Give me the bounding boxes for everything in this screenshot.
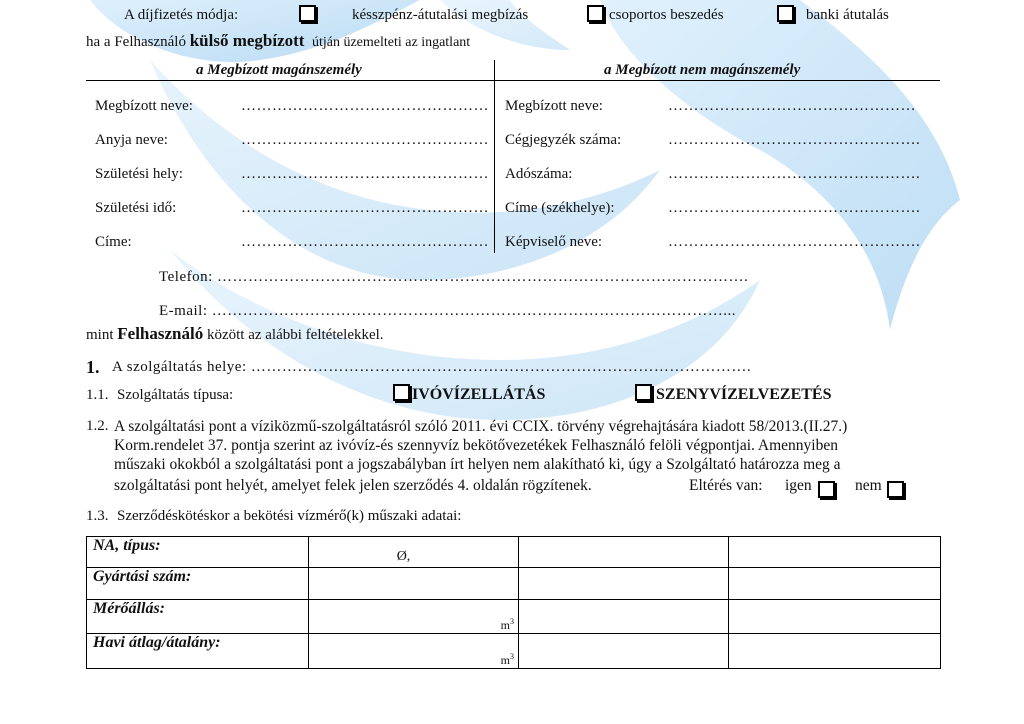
payment-bank-transfer-checkbox[interactable] — [777, 5, 794, 22]
monthly-average-cell-2[interactable] — [519, 634, 729, 669]
service-type-label: Szolgáltatás típusa: — [117, 387, 234, 403]
section-1-2-line-3: műszaki okokból a szolgáltatási pont a jogszabályban írt helyen nem alakítható ki, úgy a Szolgáltató határozza meg a — [114, 456, 841, 473]
table-row — [87, 537, 941, 568]
company-reg-label: Cégjegyzék száma: — [505, 132, 622, 148]
meter-reading-cell[interactable] — [309, 599, 519, 634]
representative-label: Képviselő neve: — [505, 234, 603, 250]
birth-place-input[interactable]: ………………………………………… — [241, 166, 489, 182]
payment-transfer-order-checkbox[interactable] — [299, 5, 316, 22]
among-users-line — [86, 324, 384, 344]
deviation-no-checkbox[interactable] — [887, 481, 904, 498]
meter-reading-unit: $m^3$ — [500, 617, 514, 633]
monthly-average-cell-3[interactable] — [729, 634, 941, 669]
representative-input[interactable]: …………………………………………. — [668, 234, 921, 250]
serial-number-cell[interactable] — [309, 568, 519, 599]
payment-option-transfer-order: késszpénz-átutalási megbízás — [352, 7, 529, 23]
meter-reading-cell-2[interactable] — [519, 599, 729, 634]
left-agent-name-label: Megbízott neve: — [95, 98, 193, 114]
monthly-average-label: Havi átlag/átalány: — [87, 634, 309, 669]
meter-reading-cell-3[interactable] — [729, 599, 941, 634]
serial-number-label: Gyártási szám: — [87, 568, 309, 599]
diameter-symbol: Ø, — [396, 549, 411, 564]
section-1-1-number: 1.1. — [86, 387, 109, 403]
phone-field[interactable]: Telefon: …………………………………………………………………………………………. — [159, 269, 749, 285]
agent-section — [86, 60, 940, 253]
meter-type-cell[interactable] — [309, 537, 519, 568]
meter-reading-label: Mérőállás: — [87, 599, 309, 634]
serial-number-cell-3[interactable] — [729, 568, 941, 599]
birth-date-label: Születési idő: — [95, 200, 177, 216]
section-1-2-line-2: Korm.rendelet 37. pontja szerint az ivóvíz-és szennyvíz bekötővezetékek Felhasználó felöli végpontjai. Amennyiben — [114, 437, 838, 454]
mother-name-label: Anyja neve: — [95, 132, 168, 148]
left-agent-name-input[interactable]: ………………………………………… — [241, 98, 489, 114]
deviation-yes-checkbox[interactable] — [818, 481, 835, 498]
meter-type-label: NA, típus: — [87, 537, 309, 568]
payment-label: A díjfizetés módja: — [124, 7, 239, 23]
meter-type-cell-2[interactable] — [519, 537, 729, 568]
sewage-checkbox[interactable] — [635, 384, 652, 401]
among-prefix: mint — [86, 327, 114, 343]
external-agent-suffix: útján üzemelteti az ingatlant — [311, 35, 471, 50]
drinking-water-checkbox[interactable] — [393, 384, 410, 401]
left-address-label: Címe: — [95, 234, 132, 250]
tax-number-label: Adószáma: — [505, 166, 573, 182]
seat-address-label: Címe (székhelye): — [505, 200, 615, 216]
deviation-yes-label: igen — [785, 477, 812, 494]
column-divider — [494, 60, 495, 253]
meter-data-heading: Szerződéskötéskor a bekötési vízmérő(k) műszaki adatai: — [117, 508, 462, 524]
monthly-average-cell[interactable] — [309, 634, 519, 669]
drinking-water-label: IVÓVÍZELLÁTÁS — [412, 386, 546, 403]
section-1-2-line-1: A szolgáltatási pont a víziközmű-szolgáltatásról szóló 2011. évi CCIX. törvény végrehajtására kiadott 58/2013.(II.27.) — [114, 418, 848, 435]
tax-number-input[interactable]: …………………………………………. — [668, 166, 921, 182]
right-column-header: a Megbízott nem magánszemély — [604, 62, 801, 78]
right-agent-name-label: Megbízott neve: — [505, 98, 603, 114]
external-agent-prefix: ha a Felhasználó — [86, 34, 186, 50]
table-row — [87, 599, 941, 634]
left-address-input[interactable]: ………………………………………… — [241, 234, 489, 250]
meter-table — [86, 536, 941, 669]
right-agent-name-input[interactable]: ………………………………………… — [668, 98, 916, 114]
header-divider — [86, 80, 940, 81]
payment-option-direct-debit: csoportos beszedés — [609, 7, 724, 23]
table-row — [87, 634, 941, 669]
among-suffix: között az alábbi feltételekkel. — [206, 327, 384, 343]
section-1-2-line-4: szolgáltatási pont helyét, amelyet felek jelen szerződés 4. oldalán rögzítenek. — [114, 477, 592, 494]
section-1-number: 1. — [86, 357, 100, 377]
monthly-average-unit: $m^3$ — [500, 652, 514, 667]
deviation-no-label: nem — [855, 477, 882, 494]
serial-number-cell-2[interactable] — [519, 568, 729, 599]
company-reg-input[interactable]: …………………………………………. — [668, 132, 921, 148]
meter-type-cell-3[interactable] — [729, 537, 941, 568]
section-1-3-number: 1.3. — [86, 508, 109, 524]
section-1-2-number: 1.2. — [86, 418, 109, 434]
service-location-field[interactable]: A szolgáltatás helye: ……………………………………………………………………………………. — [112, 359, 752, 375]
birth-place-label: Születési hely: — [95, 166, 183, 182]
left-column-header: a Megbízott magánszemély — [196, 62, 362, 78]
payment-direct-debit-checkbox[interactable] — [587, 5, 604, 22]
sewage-label: SZENYVÍZELVEZETÉS — [656, 386, 832, 403]
payment-option-bank-transfer: banki átutalás — [806, 7, 889, 23]
seat-address-input[interactable]: …………………………………………. — [668, 200, 921, 216]
external-agent-bold: külső megbízott — [189, 31, 305, 50]
email-field[interactable]: E-mail: ………………………………………………………………………………………... — [159, 303, 736, 319]
table-row — [87, 568, 941, 599]
birth-date-input[interactable]: ………………………………………… — [241, 200, 489, 216]
external-agent-line — [86, 31, 470, 51]
mother-name-input[interactable]: ………………………………………… — [241, 132, 489, 148]
deviation-label: Eltérés van: — [689, 477, 763, 494]
among-bold: Felhasználó — [117, 324, 204, 343]
